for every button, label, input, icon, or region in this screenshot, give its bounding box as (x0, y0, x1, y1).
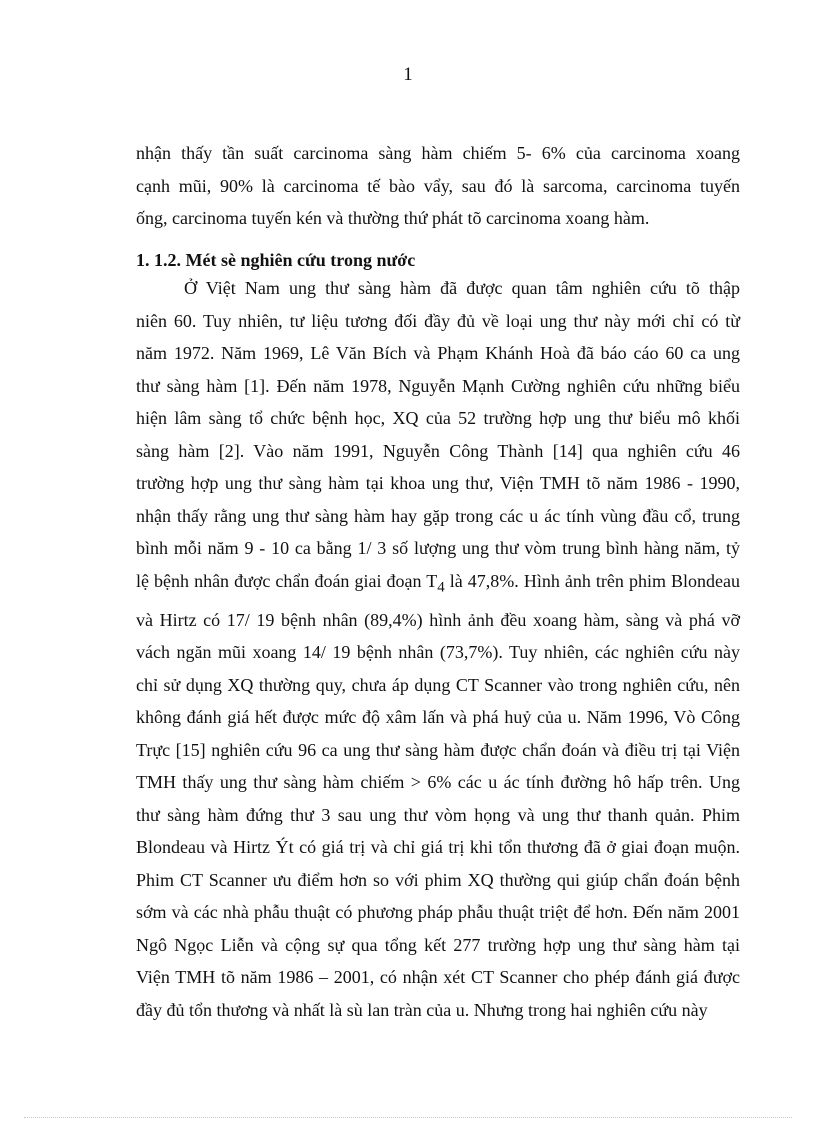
text-line: Ở Việt Nam ung thư sàng hàm đã được quan tâm nghiên cứu tõ thập (184, 278, 740, 298)
section-heading: 1. 1.2. Mét sè nghiên cứu trong nước (136, 250, 416, 270)
text-line: niên 60. Tuy nhiên, tư liệu tương đối đầy đủ về loại ung thư này mới chỉ có từ (136, 310, 740, 331)
text-line: Ngô Ngọc Liễn và cộng sự qua tổng kết 277 trường hợp ung thư sàng hàm tại (136, 934, 740, 955)
page-number: 1 (403, 64, 413, 85)
text-line: sớm và các nhà phẫu thuật có phương pháp phẫu thuật triệt để hơn. Đến năm 2001 (136, 902, 740, 923)
text-line: thư sàng hàm đứng thư 3 sau ung thư vòm họng và ung thư thanh quản. Phim (136, 804, 740, 825)
text-line: Phim CT Scanner ưu điểm hơn so với phim XQ thường qui giúp chẩn đoán bệnh (136, 869, 740, 890)
text-line: không đánh giá hết được mức độ xâm lấn và phá huỷ của u. Năm 1996, Vò Công (136, 707, 740, 728)
text-line: nhận thấy tần suất carcinoma sàng hàm chiếm 5- 6% của carcinoma xoang (136, 143, 740, 163)
text-line: và Hirtz có 17/ 19 bệnh nhân (89,4%) hình ảnh đều xoang hàm, sàng và phá vỡ (136, 609, 740, 630)
text-line: chỉ sử dụng XQ thường quy, chưa áp dụng CT Scanner vào trong nghiên cứu, nên (136, 674, 740, 695)
text-line: cạnh mũi, 90% là carcinoma tế bào vẩy, sau đó là sarcoma, carcinoma tuyến (136, 175, 740, 196)
section-paragraph (136, 272, 740, 1026)
t4-line-before: lệ bệnh nhân được chẩn đoán giai đoạn T (136, 570, 438, 591)
text-line: bình mỗi năm 9 - 10 ca bằng 1/ 3 số lượng ung thư vòm trung bình hàng năm, tỷ (136, 538, 740, 558)
text-line: vách ngăn mũi xoang 14/ 19 bệnh nhân (73,7%). Tuy nhiên, các nghiên cứu này (136, 642, 740, 663)
text-line: ống, carcinoma tuyến kén và thường thứ phát tõ carcinoma xoang hàm. (136, 208, 650, 228)
text-line: Blondeau và Hirtz Ýt có giá trị và chỉ giá trị khi tổn thương đã ở giai đoạn muộn. (136, 837, 740, 858)
intro-paragraph (136, 137, 740, 235)
t4-subscript: 4 (437, 579, 445, 596)
text-line: đầy đủ tổn thương và nhất là sù lan tràn của u. Nhưng trong hai nghiên cứu này (136, 999, 708, 1020)
text-line: năm 1972. Năm 1969, Lê Văn Bích và Phạm Khánh Hoà đã báo cáo 60 ca ung (136, 343, 740, 363)
t4-line-after: là 47,8%. Hình ảnh trên phim Blondeau (444, 570, 740, 591)
text-line: trường hợp ung thư sàng hàm tại khoa ung thư, Viện TMH tõ năm 1986 - 1990, (136, 473, 740, 493)
text-line: thư sàng hàm [1]. Đến năm 1978, Nguyễn Mạnh Cường nghiên cứu những biểu (136, 375, 740, 396)
text-line: hiện lâm sàng tổ chức bệnh học, XQ của 52 trường hợp ung thư biểu mô khối (136, 408, 740, 428)
text-line: sàng hàm [2]. Vào năm 1991, Nguyễn Công Thành [14] qua nghiên cứu 46 (136, 440, 740, 461)
text-line: nhận thấy rằng ung thư sàng hàm hay gặp trong các u ác tính vùng đầu cổ, trung (136, 505, 740, 526)
page-bottom-rule (24, 1117, 792, 1118)
text-line-t4 (136, 565, 740, 604)
text-line: Trực [15] nghiên cứu 96 ca ung thư sàng hàm được chẩn đoán và điều trị tại Viện (136, 739, 740, 760)
text-line: Viện TMH tõ năm 1986 – 2001, có nhận xét CT Scanner cho phép đánh giá được (136, 967, 740, 988)
text-line: TMH thấy ung thư sàng hàm chiếm > 6% các u ác tính đường hô hấp trên. Ung (136, 772, 740, 793)
